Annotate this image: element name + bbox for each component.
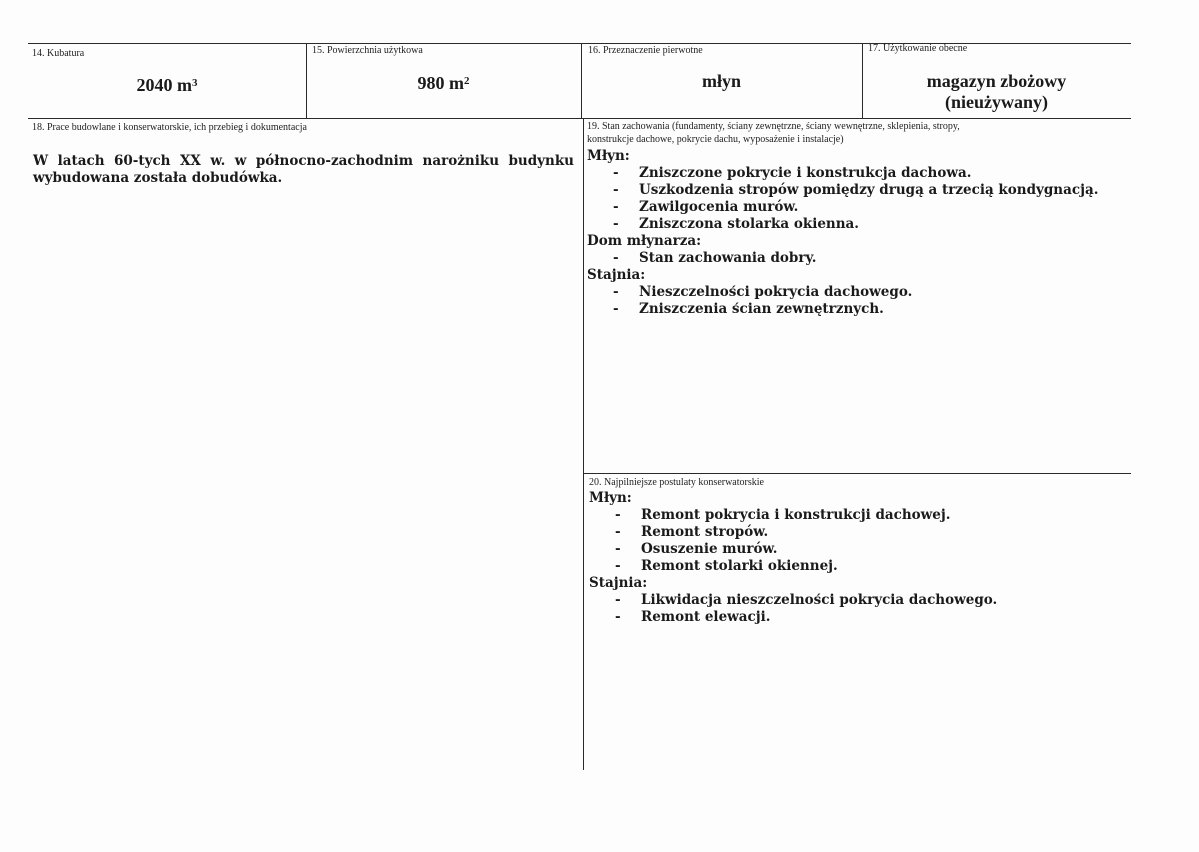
row-divider-1 <box>28 118 1131 119</box>
stan-section-dom <box>587 233 1127 267</box>
uzytkowanie-value-line1: magazyn zbożowy <box>926 71 1067 91</box>
list-item: - Zniszczenia ścian zewnętrznych. <box>587 301 1127 318</box>
stan-label-line2: konstrukcje dachowe, pokrycie dachu, wyposażenie i instalacje) <box>587 134 844 145</box>
list-item: - Zawilgocenia murów. <box>587 199 1127 216</box>
stan-section-stajnia <box>587 267 1127 318</box>
list-item: - Remont stropów. <box>589 524 1127 541</box>
przeznaczenie-label: 16. Przeznaczenie pierwotne <box>588 45 703 56</box>
stan-section-heading: Stajnia: <box>587 267 646 283</box>
postulaty-section-stajnia <box>589 575 1127 626</box>
postulaty-section-heading: Stajnia: <box>589 575 648 591</box>
przeznaczenie-value: młyn <box>701 71 741 91</box>
stan-section-heading: Dom młynarza: <box>587 233 702 249</box>
postulaty-content <box>589 490 1127 626</box>
list-item: - Remont elewacji. <box>589 609 1127 626</box>
col-divider-main <box>583 118 584 770</box>
powierzchnia-label: 15. Powierzchnia użytkowa <box>312 45 423 56</box>
kubatura-number: 2040 m <box>136 75 192 95</box>
stan-section-heading: Młyn: <box>587 148 630 164</box>
list-item: - Likwidacja nieszczelności pokrycia dachowego. <box>589 592 1127 609</box>
postulaty-section-heading: Młyn: <box>589 490 632 506</box>
prace-text: W latach 60-tych XX w. w północno-zachodnim narożniku budynku wybudowana została dobudówka. <box>33 153 574 186</box>
kubatura-unit-exponent: 3 <box>192 77 198 89</box>
list-item: - Remont stolarki okiennej. <box>589 558 1127 575</box>
postulaty-label: 20. Najpilniejsze postulaty konserwatorskie <box>589 477 764 488</box>
kubatura-value <box>28 76 306 95</box>
prace-label: 18. Prace budowlane i konserwatorskie, ich przebieg i dokumentacja <box>32 122 307 133</box>
list-item: - Nieszczelności pokrycia dachowego. <box>587 284 1127 301</box>
row-divider-2 <box>583 473 1131 474</box>
powierzchnia-unit-exponent: 2 <box>464 75 470 87</box>
stan-section-mlyn <box>587 148 1127 233</box>
stan-label-line1: 19. Stan zachowania (fundamenty, ściany zewnętrzne, ściany wewnętrzne, sklepienia, stropy, <box>587 121 960 132</box>
list-item: - Zniszczona stolarka okienna. <box>587 216 1127 233</box>
list-item: - Osuszenie murów. <box>589 541 1127 558</box>
uzytkowanie-value-line2: (nieużywany) <box>945 92 1048 112</box>
stan-content <box>587 148 1127 318</box>
uzytkowanie-label: 17. Użytkowanie obecne <box>868 43 968 54</box>
powierzchnia-value <box>306 74 581 93</box>
powierzchnia-number: 980 m <box>417 73 464 93</box>
postulaty-section-mlyn <box>589 490 1127 575</box>
kubatura-label: 14. Kubatura <box>32 48 85 59</box>
list-item: - Uszkodzenia stropów pomiędzy drugą a trzecią kondygnacją. <box>587 182 1127 199</box>
list-item: - Stan zachowania dobry. <box>587 250 1127 267</box>
list-item: - Remont pokrycia i konstrukcji dachowej. <box>589 507 1127 524</box>
list-item: - Zniszczone pokrycie i konstrukcja dachowa. <box>587 165 1127 182</box>
